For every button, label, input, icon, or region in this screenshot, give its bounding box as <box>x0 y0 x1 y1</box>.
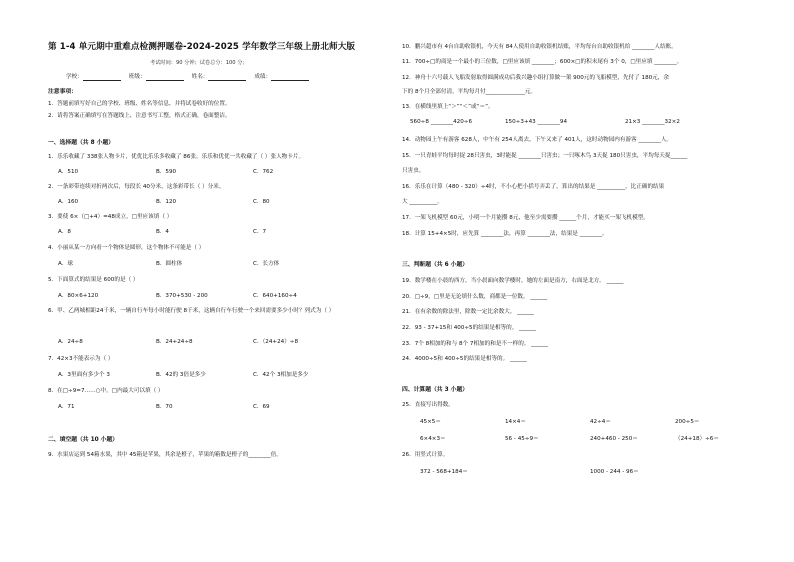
school-field[interactable] <box>83 74 121 81</box>
class-label: 班级： <box>128 74 146 80</box>
q8-option-a[interactable]: A．71 <box>58 404 75 410</box>
q2-stem: 2．一条彩带连续对折两次后，每段长 40分米，这条彩带长（ ）分米。 <box>48 184 225 190</box>
q3-option-a[interactable]: A．8 <box>58 229 71 235</box>
q26-item-1: 372 - 568+184＝ <box>420 469 468 475</box>
q7-option-b[interactable]: B．42的 3倍是多少 <box>156 372 206 378</box>
class-field[interactable] <box>146 74 184 81</box>
q2-option-b[interactable]: B．120 <box>156 199 177 205</box>
q25-item-8: （24+18）÷6＝ <box>675 436 719 442</box>
q2-option-c[interactable]: C．80 <box>253 199 270 205</box>
q9-text: 9．水果店运到 54箱水果，其中 45箱是苹果，其余是橙子，苹果的箱数是橙子的________倍。 <box>48 452 282 458</box>
q5-stem: 5．下面算式的结果是 600的是（ ） <box>48 277 139 283</box>
notes-title: 注意事项： <box>48 89 77 95</box>
q26-text: 26．用竖式计算。 <box>402 452 449 458</box>
q22-text: 22．93 - 37+15和 400÷5的结果是相等的。 ______ <box>402 325 536 331</box>
q4-stem: 4．小丽从某一方向看一个物体是圆形，这个物体不可能是（ ） <box>48 245 205 251</box>
q23-text: 23．7个 8相加的和与 8个 7相加的和是不一样的。 ______ <box>402 341 548 347</box>
q6-stem: 6．甲、乙两城相距24千米，一辆自行车每小时能行驶 8千米，这辆自行车行驶一个来回需要多少小时？列式为（ ） <box>48 308 335 314</box>
q19-text: 19．数学楼在小晨的西方，当小晨面向数学楼时，她的左面是南方，右面是北方。 ______ <box>402 278 624 284</box>
q6-option-c[interactable]: C．（24+24）÷8 <box>253 339 299 345</box>
q25-item-6: 56 - 45÷9＝ <box>505 436 539 442</box>
q15-text-line1: 15．一只青蛙平均每时捉 28只害虫，3时能捉 ________只害虫；一只啄木鸟 3天捉 180只害虫，平均每天捉______ <box>402 153 688 159</box>
q13-item-1: 560÷8 ________420÷6 <box>410 119 472 125</box>
q26-item-2: 1000 - 244 - 96＝ <box>590 469 639 475</box>
note-2: 2．请将答案正确填写在答题线上，注意书写工整，格式正确，卷面整洁。 <box>48 113 231 119</box>
section-2-title: 二、填空题（共 10 小题） <box>48 437 119 443</box>
student-info-fields <box>66 74 309 81</box>
q25-text: 25．直接写出得数。 <box>402 402 454 408</box>
q17-text: 17．一架飞机模型 60元，小明一个月能攒 8元，他至少需要攒 ______个月，才能买一架飞机模型。 <box>402 215 649 221</box>
q8-option-b[interactable]: B．70 <box>156 404 173 410</box>
q3-option-b[interactable]: B．4 <box>156 229 169 235</box>
q16-text-line1: 16．乐乐在计算（480 - 320）÷4时，不小心把小括号弄丢了，算出的结果是 __________，比正确的结果 <box>402 184 665 190</box>
q13-item-2: 150÷3+43 ________94 <box>505 119 567 125</box>
q12-text-line2: 下的 8个月全部付清，平均每月付______________元。 <box>402 89 536 95</box>
q8-stem: 8．在□÷9=7……○中，□内最大可以填（ ） <box>48 388 164 394</box>
q1-option-a[interactable]: A．510 <box>58 169 79 175</box>
q25-item-1: 45×5＝ <box>420 419 441 425</box>
q11-text: 11．700÷□的商是一个最小的三位数，□里应该填 ________；600×□的积末尾有 3个 0，□里应填 ________。 <box>402 59 683 65</box>
score-label: 成绩： <box>254 74 272 80</box>
q15-text-line2: 只害虫。 <box>402 168 425 174</box>
score-field[interactable] <box>271 74 309 81</box>
section-1-title: 一、选择题（共 8 小题） <box>48 140 115 146</box>
section-4-title: 四、计算题（共 3 小题） <box>402 387 469 393</box>
q6-option-a[interactable]: A．24÷8 <box>58 339 83 345</box>
page-title: 第 1-4 单元期中重难点检测押题卷-2024-2025 学年数学三年级上册北师大版 <box>48 42 356 52</box>
school-label: 学校： <box>66 74 83 80</box>
q7-option-c[interactable]: C．42个 3相加是多少 <box>253 372 309 378</box>
q5-option-c[interactable]: C．640+160÷4 <box>253 293 297 299</box>
q14-text: 14．动物园上午有游客 628人，中午有 254人离去，下午又来了 401人，这时动物园内有游客 ________人。 <box>402 137 673 143</box>
q3-option-c[interactable]: C．7 <box>253 229 267 235</box>
q25-item-7: 240+460 - 250＝ <box>590 436 638 442</box>
q4-option-c[interactable]: C．长方体 <box>253 261 280 267</box>
q6-option-b[interactable]: B．24+24÷8 <box>156 339 193 345</box>
q21-text: 21．在有余数的除法里，除数一定比余数大。 ______ <box>402 309 534 315</box>
name-field[interactable] <box>208 74 246 81</box>
q25-item-5: 6×4×3＝ <box>420 436 446 442</box>
q13-item-3: 21×3 ________32×2 <box>625 119 680 125</box>
q7-stem: 7．42×3不能表示为（ ） <box>48 356 114 362</box>
q25-item-2: 14×4＝ <box>505 419 526 425</box>
q25-item-3: 42÷4＝ <box>590 419 611 425</box>
q2-option-a[interactable]: A．160 <box>58 199 79 205</box>
q10-text: 10．鹏兴超市有 4台自助收银机，今天有 84人使用自助收银机结账，平均每台自助收银机给 ________人结账。 <box>402 44 677 50</box>
q1-stem: 1．乐乐收藏了 338张人物卡片，优优比乐乐多收藏了 86张。乐乐和优优一共收藏了（ ）张人物卡片。 <box>48 154 305 160</box>
q1-option-b[interactable]: B．590 <box>156 169 177 175</box>
q5-option-a[interactable]: A．80×6+120 <box>58 293 99 299</box>
section-3-title: 三、判断题（共 6 小题） <box>402 262 469 268</box>
q20-text: 20．□÷9，□里是无论填什么数，商都是一位数。 ______ <box>402 294 548 300</box>
q4-option-b[interactable]: B．圆柱体 <box>156 261 183 267</box>
q16-text-line2: 大 __________。 <box>402 199 443 205</box>
q4-option-a[interactable]: A．球 <box>58 261 74 267</box>
note-1: 1．答题前填写好自己的学校、班级、姓名等信息，并将试卷收好的位置。 <box>48 101 231 107</box>
exam-info: 考试时间：90 分钟；试卷总分：100 分； <box>150 60 248 66</box>
q3-stem: 3．要使 6×（□+4）=48成立，□里应该填（ ） <box>48 214 173 220</box>
q7-option-a[interactable]: A．3里面有多少个 3 <box>58 372 110 378</box>
q18-text: 18．计算 15+4×5时，应先算 ________法，再算 ________法，结果是 ________。 <box>402 231 608 237</box>
q1-option-c[interactable]: C．762 <box>253 169 274 175</box>
q24-text: 24．4000÷5和 400÷5的结果是相等的。 ______ <box>402 356 527 362</box>
q8-option-c[interactable]: C．69 <box>253 404 270 410</box>
q25-item-4: 200÷5＝ <box>675 419 700 425</box>
q5-option-b[interactable]: B．370+530 - 200 <box>156 293 208 299</box>
name-label: 姓名： <box>191 74 209 80</box>
q13-text: 13．在横线里填上“＞”“＜”或“＝”。 <box>402 104 494 110</box>
q12-text-line1: 12．神舟十六号载人飞船发射取得圆满成功后我兴趣小组打算做一架 900元的飞船模型，先付了 180元，余 <box>402 75 669 81</box>
